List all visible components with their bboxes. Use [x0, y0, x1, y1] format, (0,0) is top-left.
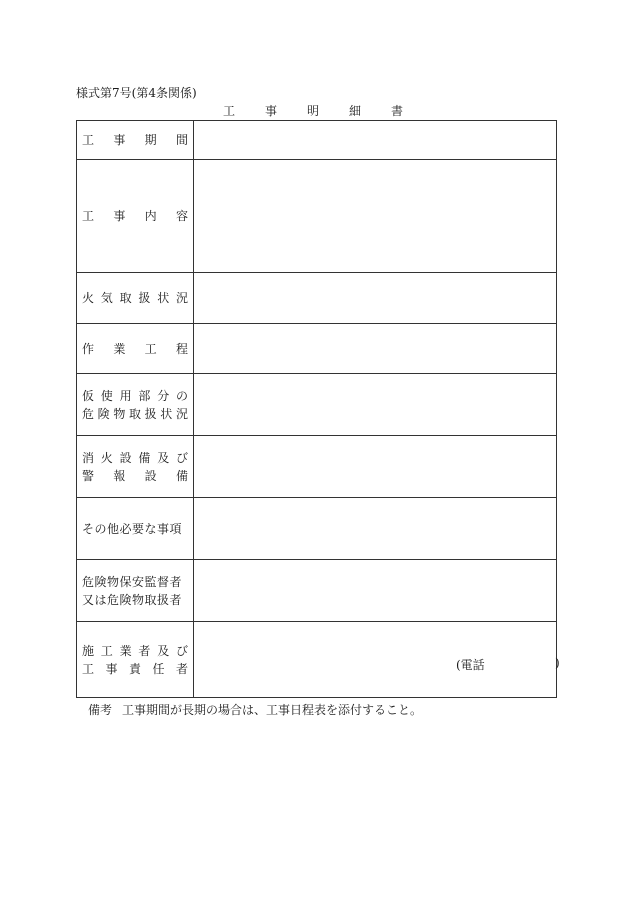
label-construction-content: 工 事 内 容	[77, 160, 194, 273]
label-fire-alarm-equipment: 消 火 設 備 及 び 警 報 設 備	[77, 436, 194, 498]
row-work-process	[77, 324, 557, 374]
field-construction-content[interactable]	[194, 160, 557, 273]
field-temporary-use-hazmat[interactable]	[194, 374, 557, 436]
phone-close-paren: )	[555, 656, 560, 670]
row-construction-content	[77, 160, 557, 273]
row-hazmat-supervisor	[77, 560, 557, 622]
row-construction-period	[77, 121, 557, 160]
row-contractor-manager	[77, 622, 557, 698]
label-fire-handling: 火 気 取 扱 状 況	[77, 273, 194, 324]
field-hazmat-supervisor[interactable]	[194, 560, 557, 622]
label-contractor-manager: 施 工 業 者 及 び 工 事 責 任 者	[77, 622, 194, 698]
construction-details-table	[76, 120, 560, 698]
row-fire-alarm-equipment	[77, 436, 557, 498]
field-other-matters[interactable]	[194, 498, 557, 560]
remark-text: 工事期間が長期の場合は、工事日程表を添付すること。	[122, 703, 423, 717]
field-work-process[interactable]	[194, 324, 557, 374]
field-construction-period[interactable]	[194, 121, 557, 160]
field-fire-handling[interactable]	[194, 273, 557, 324]
row-fire-handling	[77, 273, 557, 324]
field-contractor-manager[interactable]	[194, 622, 560, 698]
label-other-matters: その他必要な事項	[77, 498, 194, 560]
field-fire-alarm-equipment[interactable]	[194, 436, 557, 498]
remark-label: 備考	[88, 703, 113, 717]
row-temporary-use-hazmat	[77, 374, 557, 436]
document-title: 工事明細書	[223, 104, 434, 118]
phone-label: (電話	[456, 658, 485, 672]
form-number: 様式第7号(第4条関係)	[76, 86, 197, 100]
row-other-matters	[77, 498, 557, 560]
label-construction-period: 工 事 期 間	[77, 121, 194, 160]
label-work-process: 作 業 工 程	[77, 324, 194, 374]
label-hazmat-supervisor: 危険物保安監督者 又は危険物取扱者	[77, 560, 194, 622]
label-temporary-use-hazmat: 仮 使 用 部 分 の 危 険 物 取 扱 状 況	[77, 374, 194, 436]
remark-note	[88, 701, 422, 718]
